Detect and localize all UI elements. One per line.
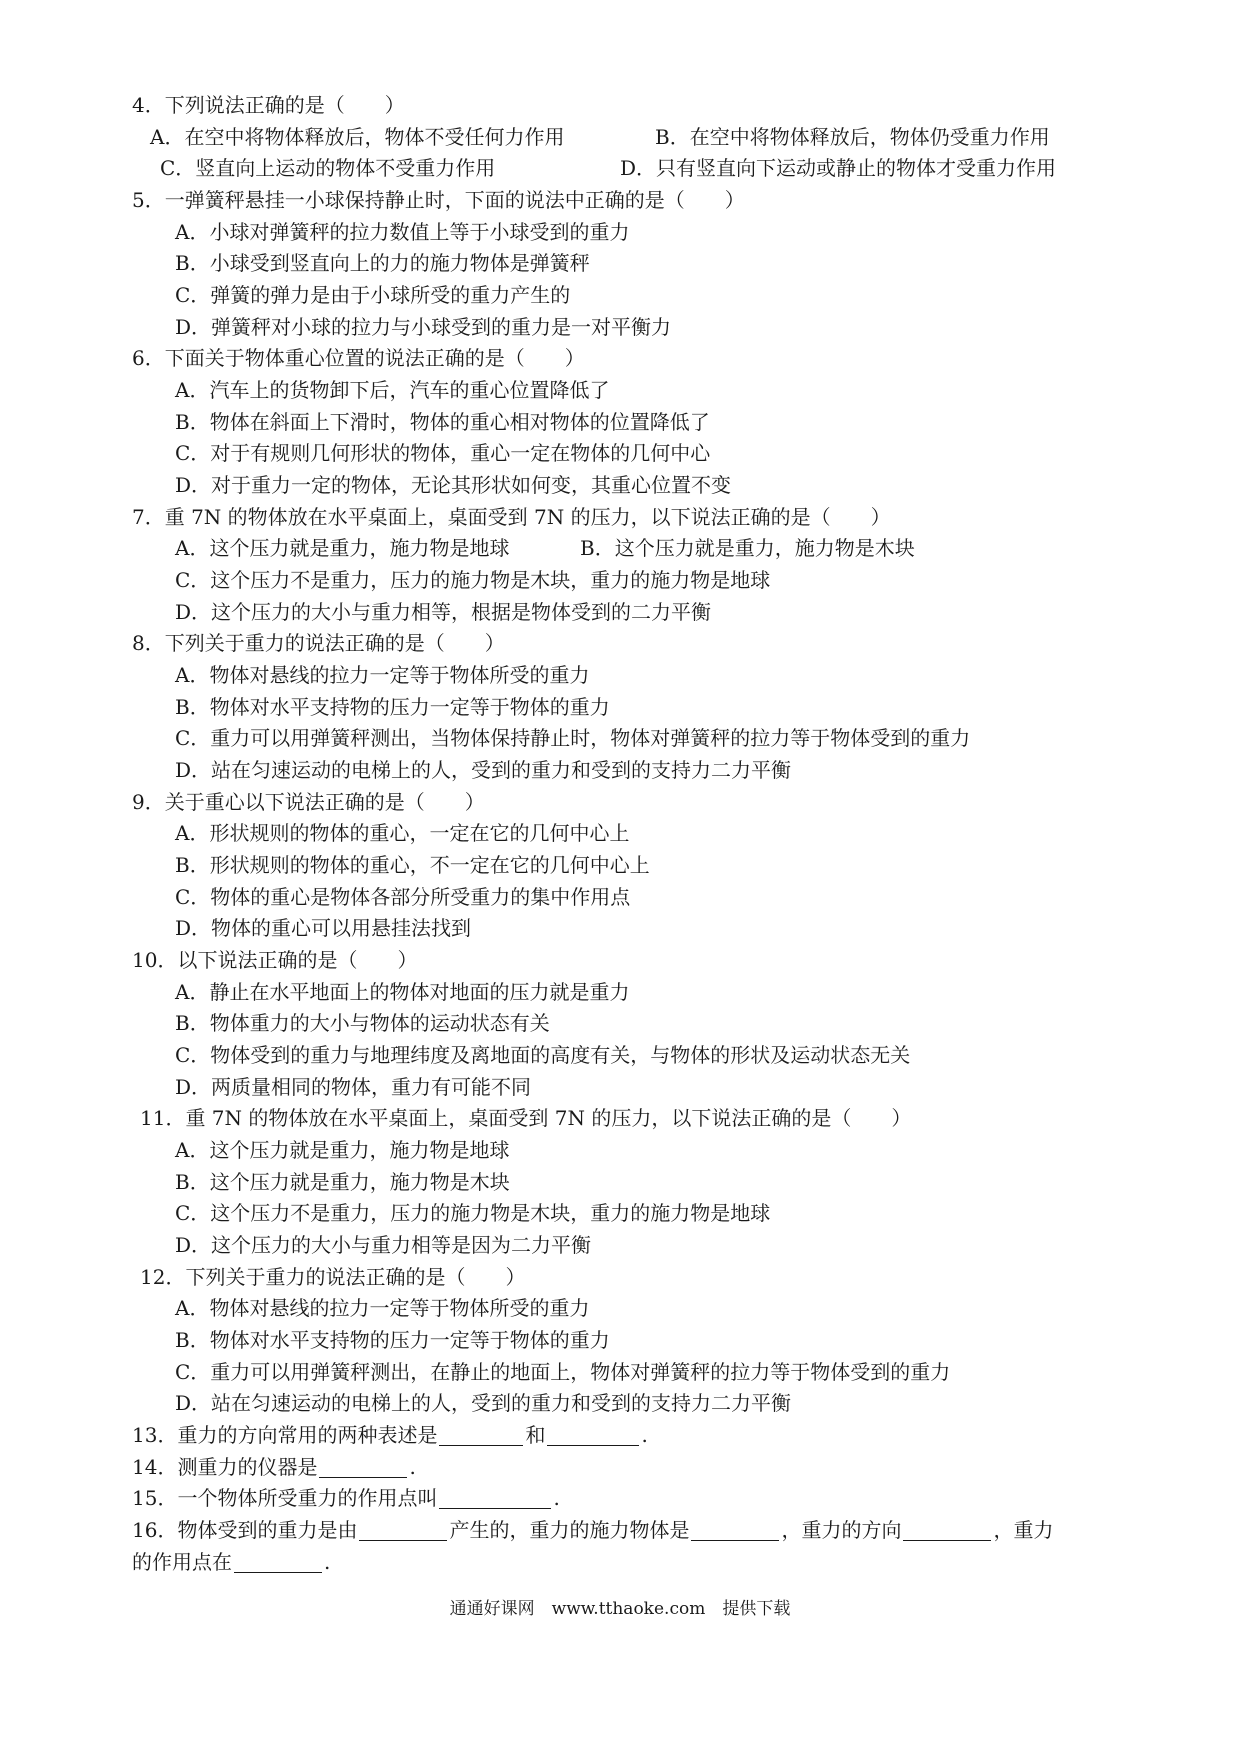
question-16-text-5: 的作用点在 [132, 1550, 232, 1574]
question-11-option-a: A．这个压力就是重力，施力物是地球 [175, 1138, 510, 1162]
question-16-text-6: . [324, 1550, 331, 1574]
question-6-option-c: C．对于有规则几何形状的物体，重心一定在物体的几何中心 [175, 441, 711, 465]
question-7-stem: 7．重 7N 的物体放在水平桌面上，桌面受到 7N 的压力，以下说法正确的是（ ） [132, 505, 891, 529]
answer-blank[interactable] [439, 1425, 523, 1446]
question-7-option-c: C．这个压力不是重力，压力的施力物是木块，重力的施力物是地球 [175, 568, 771, 592]
question-4-stem: 4．下列说法正确的是（ ） [132, 93, 405, 117]
question-9-stem: 9．关于重心以下说法正确的是（ ） [132, 790, 485, 814]
question-9-option-b: B．形状规则的物体的重心，不一定在它的几何中心上 [175, 853, 650, 877]
question-8-option-c: C．重力可以用弹簧秤测出，当物体保持静止时，物体对弹簧秤的拉力等于物体受到的重力 [175, 726, 971, 750]
question-6-option-a: A．汽车上的货物卸下后，汽车的重心位置降低了 [175, 378, 610, 402]
question-16-text-4: ，重力 [993, 1518, 1054, 1542]
question-5-option-a: A．小球对弹簧秤的拉力数值上等于小球受到的重力 [175, 220, 630, 244]
question-15-text-2: . [553, 1486, 560, 1510]
question-12-option-c: C．重力可以用弹簧秤测出，在静止的地面上，物体对弹簧秤的拉力等于物体受到的重力 [175, 1360, 951, 1384]
question-13 [132, 1420, 648, 1450]
answer-blank[interactable] [234, 1552, 322, 1573]
question-12-stem: 12．下列关于重力的说法正确的是（ ） [140, 1265, 526, 1289]
question-14 [132, 1452, 416, 1482]
question-12-option-a: A．物体对悬线的拉力一定等于物体所受的重力 [175, 1296, 590, 1320]
question-14-text-1: 14．测重力的仪器是 [132, 1455, 318, 1479]
question-16-line-2 [132, 1547, 330, 1577]
question-16-text-1: 16．物体受到的重力是由 [132, 1518, 358, 1542]
question-16-text-2: 产生的，重力的施力物体是 [449, 1518, 690, 1542]
question-5-option-d: D．弹簧秤对小球的拉力与小球受到的重力是一对平衡力 [175, 315, 672, 339]
question-16-text-3: ，重力的方向 [781, 1518, 902, 1542]
question-13-text-2: 和 [525, 1423, 546, 1447]
question-10-option-d: D．两质量相同的物体，重力有可能不同 [175, 1075, 532, 1099]
question-8-stem: 8．下列关于重力的说法正确的是（ ） [132, 631, 505, 655]
question-8-option-b: B．物体对水平支持物的压力一定等于物体的重力 [175, 695, 610, 719]
answer-blank[interactable] [439, 1488, 551, 1509]
question-8-option-d: D．站在匀速运动的电梯上的人，受到的重力和受到的支持力二力平衡 [175, 758, 792, 782]
question-7-option-b: B．这个压力就是重力，施力物是木块 [580, 536, 915, 560]
answer-blank[interactable] [359, 1520, 447, 1541]
question-6-option-d: D．对于重力一定的物体，无论其形状如何变，其重心位置不变 [175, 473, 732, 497]
answer-blank[interactable] [319, 1457, 407, 1478]
question-4-option-d: D．只有竖直向下运动或静止的物体才受重力作用 [620, 156, 1057, 180]
question-8-option-a: A．物体对悬线的拉力一定等于物体所受的重力 [175, 663, 590, 687]
question-13-text-3: . [641, 1423, 648, 1447]
question-10-option-a: A．静止在水平地面上的物体对地面的压力就是重力 [175, 980, 630, 1004]
question-6-stem: 6．下面关于物体重心位置的说法正确的是（ ） [132, 346, 585, 370]
question-11-option-b: B．这个压力就是重力，施力物是木块 [175, 1170, 510, 1194]
question-16-line-1 [132, 1515, 1053, 1545]
question-14-text-2: . [409, 1455, 416, 1479]
question-5-option-b: B．小球受到竖直向上的力的施力物体是弹簧秤 [175, 251, 590, 275]
question-13-text-1: 13．重力的方向常用的两种表述是 [132, 1423, 438, 1447]
question-10-option-b: B．物体重力的大小与物体的运动状态有关 [175, 1011, 550, 1035]
question-9-option-c: C．物体的重心是物体各部分所受重力的集中作用点 [175, 885, 631, 909]
question-11-option-c: C．这个压力不是重力，压力的施力物是木块，重力的施力物是地球 [175, 1201, 771, 1225]
question-15-text-1: 15．一个物体所受重力的作用点叫 [132, 1486, 438, 1510]
question-11-stem: 11．重 7N 的物体放在水平桌面上，桌面受到 7N 的压力，以下说法正确的是（ ） [140, 1106, 912, 1130]
answer-blank[interactable] [691, 1520, 779, 1541]
question-7-option-a: A．这个压力就是重力，施力物是地球 [175, 536, 510, 560]
question-5-option-c: C．弹簧的弹力是由于小球所受的重力产生的 [175, 283, 571, 307]
question-12-option-d: D．站在匀速运动的电梯上的人，受到的重力和受到的支持力二力平衡 [175, 1391, 792, 1415]
question-4-option-c: C．竖直向上运动的物体不受重力作用 [160, 156, 496, 180]
question-15 [132, 1483, 560, 1513]
question-11-option-d: D．这个压力的大小与重力相等是因为二力平衡 [175, 1233, 592, 1257]
question-6-option-b: B．物体在斜面上下滑时，物体的重心相对物体的位置降低了 [175, 410, 710, 434]
answer-blank[interactable] [903, 1520, 991, 1541]
question-5-stem: 5．一弹簧秤悬挂一小球保持静止时，下面的说法中正确的是（ ） [132, 188, 745, 212]
question-10-option-c: C．物体受到的重力与地理纬度及离地面的高度有关，与物体的形状及运动状态无关 [175, 1043, 911, 1067]
question-9-option-d: D．物体的重心可以用悬挂法找到 [175, 916, 472, 940]
answer-blank[interactable] [547, 1425, 639, 1446]
question-12-option-b: B．物体对水平支持物的压力一定等于物体的重力 [175, 1328, 610, 1352]
question-4-option-b: B．在空中将物体释放后，物体仍受重力作用 [655, 125, 1050, 149]
question-7-option-d: D．这个压力的大小与重力相等，根据是物体受到的二力平衡 [175, 600, 712, 624]
page-footer: 通通好课网 www.tthaoke.com 提供下载 [449, 1599, 791, 1619]
question-4-option-a: A．在空中将物体释放后，物体不受任何力作用 [150, 125, 565, 149]
question-10-stem: 10．以下说法正确的是（ ） [132, 948, 418, 972]
question-9-option-a: A．形状规则的物体的重心，一定在它的几何中心上 [175, 821, 630, 845]
